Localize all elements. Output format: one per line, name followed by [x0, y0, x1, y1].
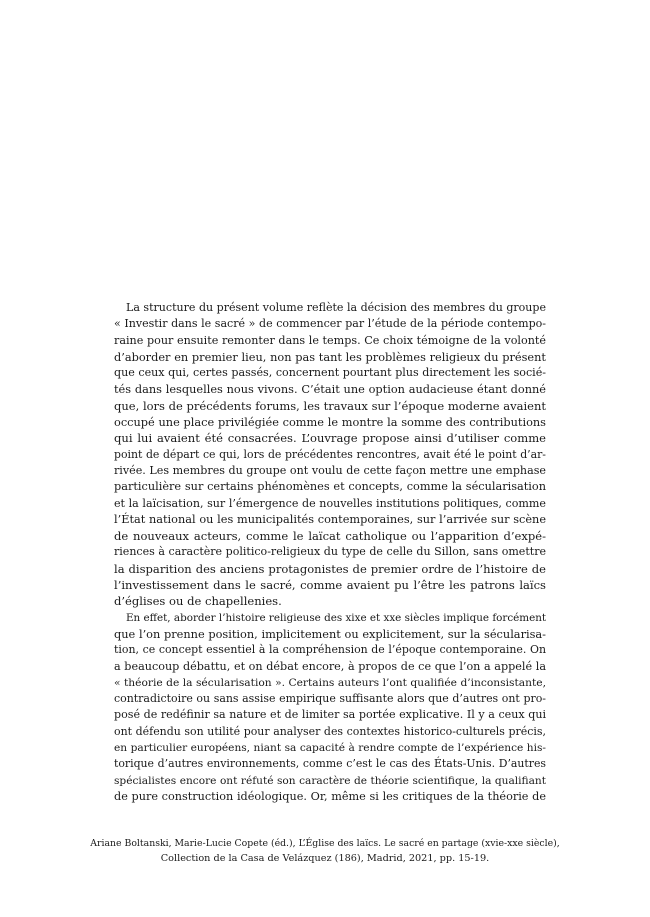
text-line: ont défendu son utilité pour analyser des contextes historico-culturels précis, — [114, 724, 546, 738]
text-line: contradictoire ou sans assise empirique suffisante alors que d’autres ont pro- — [114, 692, 546, 706]
text-line: riences à caractère politico-religieux du type de celle du Sillon, sans omettre — [114, 545, 546, 559]
text-line: « Investir dans le sacré » de commencer par l’étude de la période contempo- — [114, 317, 546, 331]
text-line: l’investissement dans le sacré, comme avaient pu l’être les patrons laïcs — [114, 578, 546, 593]
paragraph-1 — [114, 300, 546, 610]
text-line: d’aborder en premier lieu, non pas tant les problèmes religieux du présent — [114, 349, 546, 364]
text-line: La structure du présent volume reflète la décision des membres du groupe — [126, 301, 546, 314]
text-line: « théorie de la sécularisation ». Certains auteurs l’ont qualifiée d’inconsistante, — [114, 675, 546, 689]
citation-line-2: Collection de la Casa de Velázquez (186), Madrid, 2021, pp. 15-19. — [160, 853, 490, 865]
text-line: qui lui avaient été consacrées. L’ouvrage propose ainsi d’utiliser comme — [114, 431, 546, 446]
text-line: tés dans lesquelles nous vivons. C’était une option audacieuse étant donné — [114, 382, 546, 397]
text-line: posé de redéfinir sa nature et de limiter sa portée explicative. Il y a ceux qui — [114, 708, 546, 722]
text-line: tion, ce concept essentiel à la compréhension de l’époque contemporaine. On — [114, 643, 546, 657]
text-line: particulière sur certains phénomènes et concepts, comme la sécularisation — [114, 480, 546, 494]
text-line: d’églises ou de chapellenies. — [114, 594, 282, 609]
text-line: a beaucoup débattu, et on débat encore, à propos de ce que l’on a appelé la — [114, 659, 546, 673]
text-line: l’État national ou les municipalités contemporaines, sur l’arrivée sur scène — [114, 512, 546, 526]
text-line: en particulier européens, niant sa capacité à rendre compte de l’expérience his- — [114, 742, 546, 755]
text-line: occupé une place privilégiée comme le montre la somme des contributions — [114, 415, 546, 430]
body-text — [114, 300, 546, 805]
text-line: point de départ ce qui, lors de précédentes rencontres, avait été le point d’ar- — [114, 447, 546, 461]
citation-line-1: Ariane Boltanski, Marie-Lucie Copete (éd.), L’Église des laïcs. Le sacré en partage (xvie-xxe siècle), — [90, 838, 560, 849]
text-line: la disparition des anciens protagonistes de premier ordre de l’histoire de — [114, 561, 546, 576]
text-line: et la laïcisation, sur l’émergence de nouvelles institutions politiques, comme — [114, 496, 546, 510]
text-line: que ceux qui, certes passés, concernent pourtant plus directement les socié- — [114, 366, 546, 380]
text-line: de nouveaux acteurs, comme le laïcat catholique ou l’apparition d’expé- — [114, 529, 546, 544]
text-line: rivée. Les membres du groupe ont voulu de cette façon mettre une emphase — [114, 463, 546, 477]
text-line: En effet, aborder l’histoire religieuse des xixe et xxe siècles implique forcément — [126, 611, 547, 624]
paragraph-2 — [114, 610, 546, 806]
text-line: raine pour ensuite remonter dans le temps. Ce choix témoigne de la volonté — [114, 333, 546, 347]
text-line: torique d’autres environnements, comme c’est le cas des États-Unis. D’autres — [114, 757, 546, 771]
text-line: que, lors de précédents forums, les travaux sur l’époque moderne avaient — [114, 398, 546, 413]
text-line: que l’on prenne position, implicitement ou explicitement, sur la sécularisa- — [114, 626, 546, 641]
text-line: de pure construction idéologique. Or, même si les critiques de la théorie de — [114, 789, 546, 803]
text-line: spécialistes encore ont réfuté son caractère de théorie scientifique, la qualifiant — [114, 774, 546, 787]
citation-footer — [90, 836, 560, 866]
